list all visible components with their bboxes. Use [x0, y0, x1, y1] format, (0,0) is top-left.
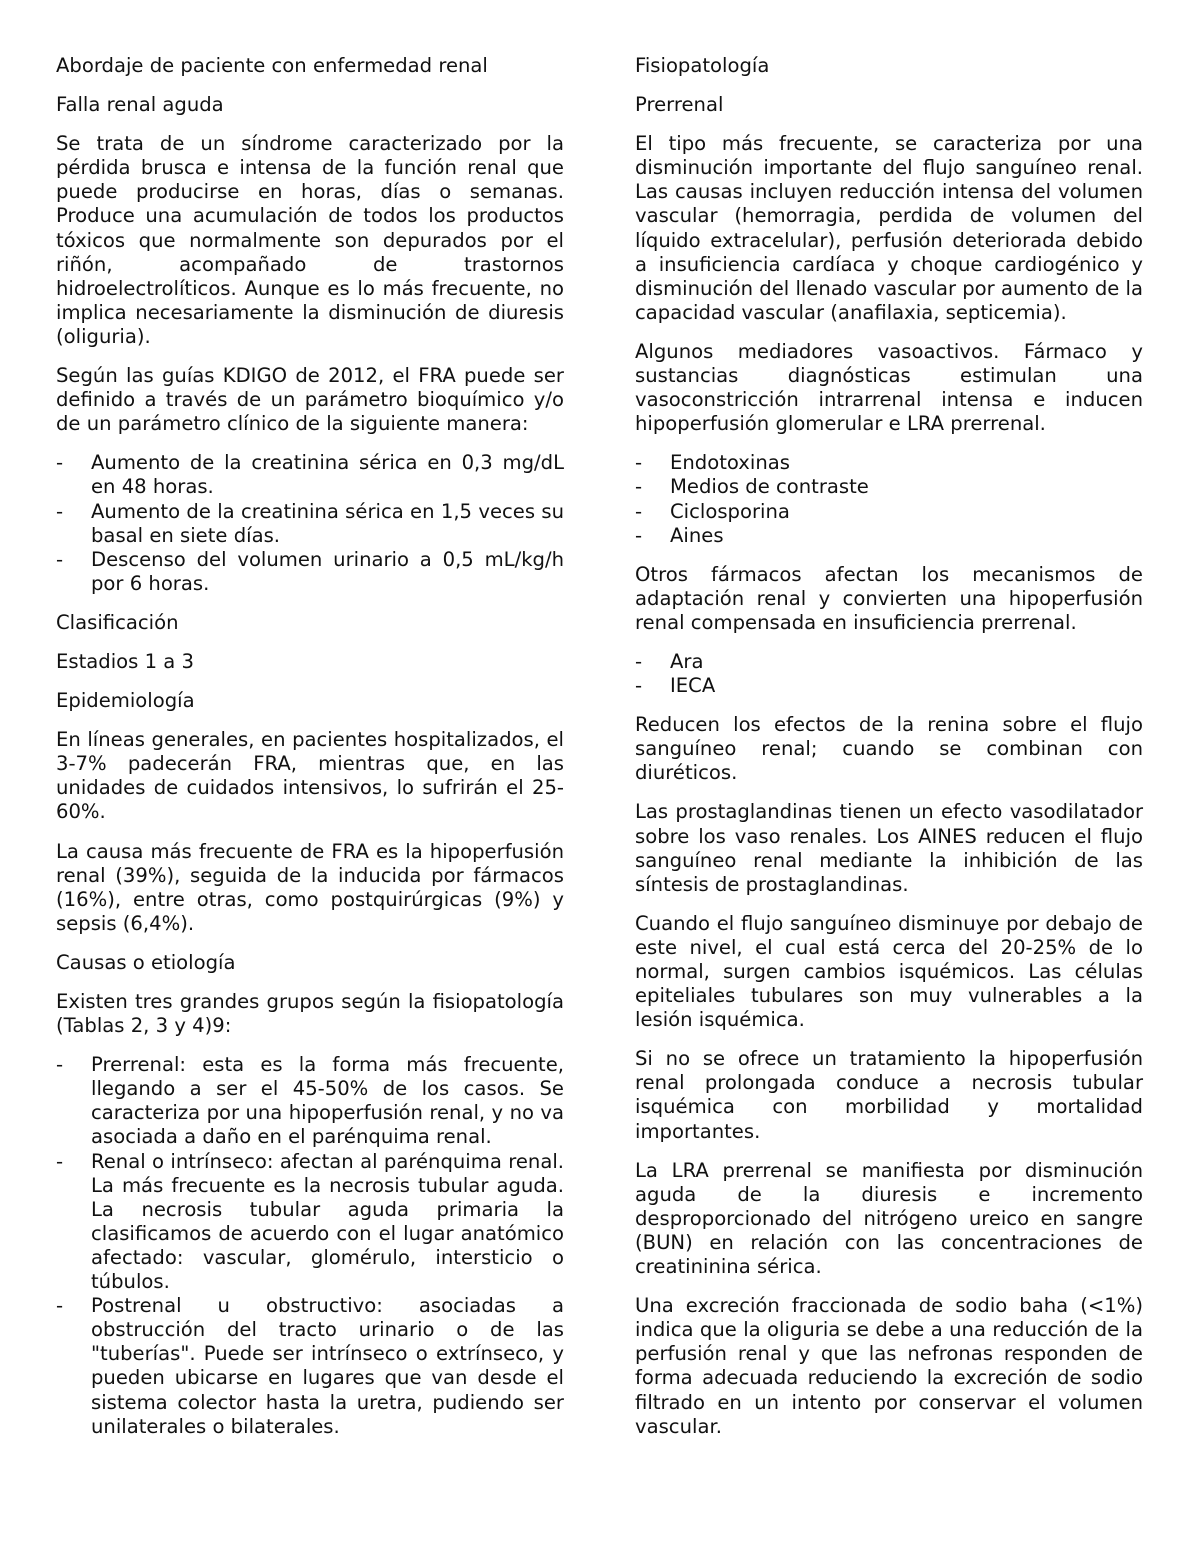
- paragraph-prostaglandins: Las prostaglandinas tienen un efecto vasodilatador sobre los vaso renales. Los AINES reducen el flujo sanguíneo renal mediante la inhibición de las síntesis de prostaglandinas.: [635, 800, 1143, 896]
- kdigo-criteria-list: [56, 451, 564, 596]
- paragraph-renin-effects: Reducen los efectos de la renina sobre el flujo sanguíneo renal; cuando se combinan con diuréticos.: [635, 713, 1143, 785]
- paragraph-prerrenal-description: El tipo más frecuente, se caracteriza por una disminución importante del flujo sanguíneo renal. Las causas incluyen reducción intensa del volumen vascular (hemorragia, perdida de volumen del líquido extracelular), perfusión deteriorada debido a insuficiencia cardíaca y choque cardiogénico y disminución del llenado vascular por aumento de la capacidad vascular (anafilaxia, septicemia).: [635, 132, 1143, 324]
- list-item-text: Prerrenal: esta es la forma más frecuente, llegando a ser el 45-50% de los casos. Se caracteriza por una hipoperfusión renal, y no va asociada a daño en el parénquima renal.: [91, 1053, 564, 1149]
- section-heading-causas: Causas o etiología: [56, 950, 236, 974]
- list-item: [635, 451, 1143, 475]
- left-column: [56, 54, 564, 1454]
- paragraph-definition: Se trata de un síndrome caracterizado por la pérdida brusca e intensa de la función renal que puede producirse en horas, días o semanas. Produce una acumulación de todos los productos tóxicos que normalmente son depurados por el riñón, acompañado de trastornos hidroelectrolíticos. Aunque es lo más frecuente, no implica necesariamente la disminución de diuresis (oliguria).: [56, 132, 564, 348]
- section-heading-clasificacion: Clasificación: [56, 610, 179, 634]
- list-item-text: Ciclosporina: [670, 499, 790, 523]
- dash-bullet: -: [635, 674, 643, 698]
- list-item: [635, 524, 1143, 548]
- list-item: [56, 451, 564, 499]
- causes-list: [56, 1053, 564, 1439]
- paragraph-estadios: Estadios 1 a 3: [56, 649, 194, 673]
- paragraph-kdigo: Según las guías KDIGO de 2012, el FRA puede ser definido a través de un parámetro bioquímico y/o de un parámetro clínico de la siguiente manera:: [56, 364, 564, 436]
- dash-bullet: -: [635, 475, 643, 499]
- document-title: Abordaje de paciente con enfermedad renal: [56, 54, 488, 77]
- paragraph-ischemic-changes: Cuando el flujo sanguíneo disminuye por debajo de este nivel, el cual está cerca del 20-25% de lo normal, surgen cambios isquémicos. Las células epiteliales tubulares son muy vulnerables a la lesión isquémica.: [635, 911, 1143, 1032]
- list-item-text: Aines: [670, 523, 724, 547]
- paragraph-groups: Existen tres grandes grupos según la fisiopatología (Tablas 2, 3 y 4)9:: [56, 990, 564, 1038]
- dash-bullet: -: [635, 523, 643, 547]
- list-item-text: Postrenal u obstructivo: asociadas a obstrucción del tracto urinario o de las "tuberías". Puede ser intrínseco o extrínseco, y pueden ubicarse en lugares que van desde el sistema colector hasta la uretra, pudiendo ser unilaterales o bilaterales.: [91, 1294, 564, 1438]
- dash-bullet: -: [56, 1053, 64, 1077]
- paragraph-sodium-excretion: Una excreción fraccionada de sodio baha (<1%) indica que la oliguria se debe a una reducción de la perfusión renal y que las nefronas responden de forma adecuada reduciendo la excreción de sodio filtrado en un intento por conservar el volumen vascular.: [635, 1294, 1143, 1438]
- dash-bullet: -: [635, 649, 643, 673]
- vasoactive-agents-list: [635, 451, 1143, 547]
- list-item-text: Renal o intrínseco: afectan al parénquima renal. La más frecuente es la necrosis tubular aguda. La necrosis tubular aguda primaria la clasificamos de acuerdo con el lugar anatómico afectado: vascular, glomérulo, intersticio o túbulos.: [91, 1149, 564, 1294]
- section-heading-prerrenal: Prerrenal: [635, 93, 724, 117]
- right-column: [635, 54, 1143, 1454]
- list-item: [56, 1150, 564, 1295]
- dash-bullet: -: [56, 1294, 64, 1318]
- list-item-text: IECA: [670, 674, 716, 698]
- paragraph-other-drugs: Otros fármacos afectan los mecanismos de adaptación renal y convierten una hipoperfusión renal compensada en insuficiencia prerrenal.: [635, 562, 1143, 634]
- list-item: [56, 1294, 564, 1439]
- drugs-list: [635, 650, 1143, 698]
- dash-bullet: -: [56, 547, 64, 571]
- section-heading-falla-renal-aguda: Falla renal aguda: [56, 93, 224, 117]
- list-item-text: Aumento de la creatinina sérica en 1,5 veces su basal en siete días.: [91, 499, 564, 547]
- paragraph-lra-manifestation: La LRA prerrenal se manifiesta por disminución aguda de la diuresis e incremento desproporcionado del nitrógeno ureico en sangre (BUN) en relación con las concentraciones de creatininina sérica.: [635, 1158, 1143, 1279]
- paragraph-vasoactive-mediators: Algunos mediadores vasoactivos. Fármaco y sustancias diagnósticas estimulan una vasoconstricción intrarrenal intensa e inducen hipoperfusión glomerular e LRA prerrenal.: [635, 339, 1143, 436]
- paragraph-epidemiology: En líneas generales, en pacientes hospitalizados, el 3-7% padecerán FRA, mientras que, en las unidades de cuidados intensivos, lo sufrirán el 25-60%.: [56, 728, 564, 824]
- dash-bullet: -: [56, 1149, 64, 1173]
- list-item: [635, 500, 1143, 524]
- list-item-text: Endotoxinas: [670, 451, 790, 475]
- paragraph-prolonged-hypoperfusion: Si no se ofrece un tratamiento la hipoperfusión renal prolongada conduce a necrosis tubular isquémica con morbilidad y mortalidad importantes.: [635, 1047, 1143, 1143]
- list-item-text: Medios de contraste: [670, 475, 869, 499]
- list-item-text: Ara: [670, 649, 704, 673]
- dash-bullet: -: [635, 499, 643, 523]
- list-item: [635, 650, 1143, 674]
- list-item-text: Aumento de la creatinina sérica en 0,3 mg/dL en 48 horas.: [91, 451, 564, 499]
- list-item: [56, 500, 564, 548]
- paragraph-most-frequent-cause: La causa más frecuente de FRA es la hipoperfusión renal (39%), seguida de la inducida por fármacos (16%), entre otras, como postquirúrgicas (9%) y sepsis (6,4%).: [56, 839, 564, 935]
- dash-bullet: -: [56, 451, 64, 475]
- dash-bullet: -: [56, 499, 64, 523]
- list-item: [56, 1053, 564, 1149]
- dash-bullet: -: [635, 451, 643, 475]
- section-heading-fisiopatologia: Fisiopatología: [635, 54, 770, 77]
- list-item: [635, 475, 1143, 499]
- section-heading-epidemiologia: Epidemiología: [56, 689, 195, 713]
- list-item-text: Descenso del volumen urinario a 0,5 mL/kg/h por 6 horas.: [91, 547, 564, 595]
- list-item: [635, 674, 1143, 698]
- list-item: [56, 548, 564, 596]
